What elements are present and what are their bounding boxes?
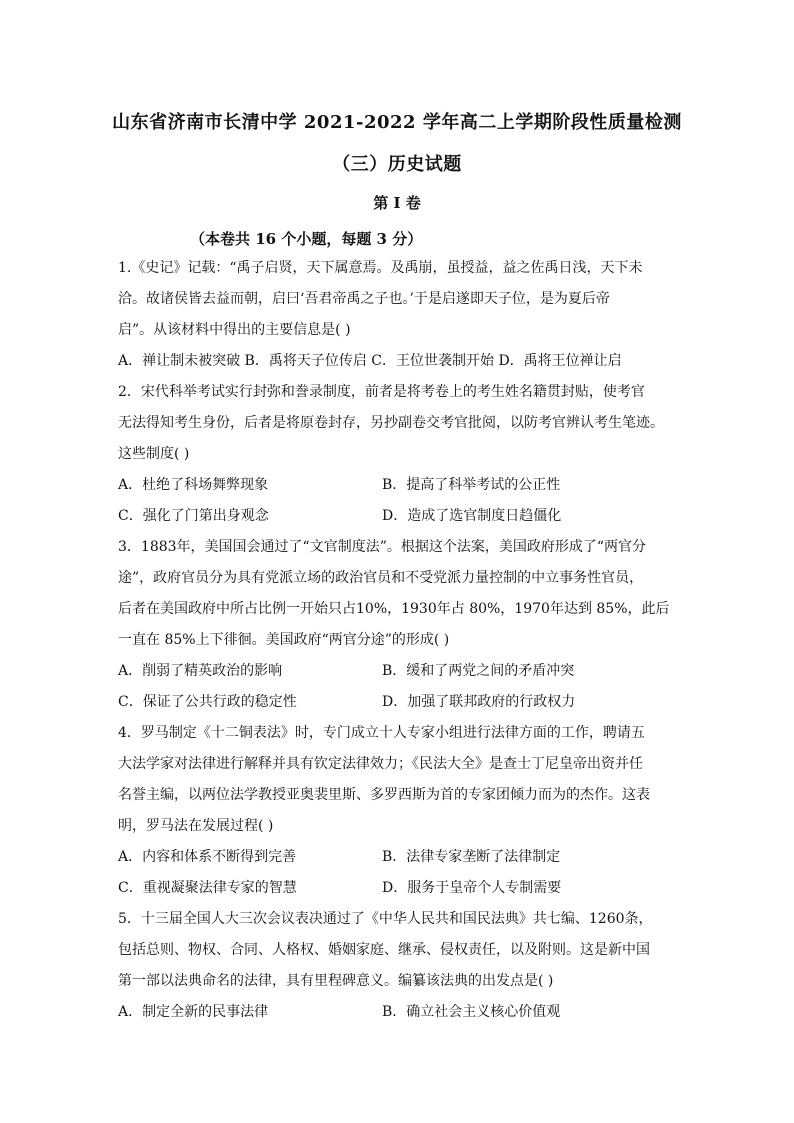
- question-2: [118, 377, 678, 532]
- option-a: A．制定全新的民事法律: [118, 1004, 269, 1020]
- options-row: [118, 687, 678, 718]
- option-d: D．加强了联邦政府的行政权力: [382, 694, 576, 710]
- question-text-line: 4．罗马制定《十二铜表法》时，专门成立十人专家小组进行法律方面的工作，聘请五: [118, 725, 645, 741]
- option-d: D．服务于皇帝个人专制需要: [382, 880, 562, 896]
- options-row: [118, 656, 678, 687]
- question-text-line: 5．十三届全国人大三次会议表决通过了《中华人民共和国民法典》共七编、1260条，: [118, 911, 653, 927]
- question-text-line: 明，罗马法在发展过程( ): [118, 818, 274, 834]
- question-text-line: 2．宋代科举考试实行封弥和誊录制度，前者是将考卷上的考生姓名籍贯封贴，使考官: [118, 384, 645, 400]
- exam-title-line1: 山东省济南市长清中学 2021-2022 学年高二上学期阶段性质量检测: [112, 112, 682, 133]
- question-1: [118, 253, 678, 377]
- question-3: [118, 532, 678, 718]
- option-a: A．内容和体系不断得到完善: [118, 849, 297, 865]
- option-c: C．重视凝聚法律专家的智慧: [118, 880, 297, 896]
- question-options-line: A．禅让制未被突破 B．禹将天子位传启 C．王位世袭制开始 D．禹将王位禅让启: [118, 353, 622, 369]
- question-4: [118, 718, 678, 904]
- question-text-line: 后者在美国政府中所占比例一开始只占10%，1930年占 80%，1970年达到 85%，此后: [118, 601, 670, 617]
- option-c: C．保证了公共行政的稳定性: [118, 694, 297, 710]
- option-b: B．法律专家垄断了法律制定: [382, 849, 561, 865]
- section-intro: （本卷共 16 个小题，每题 3 分）: [190, 230, 423, 248]
- options-row: [118, 501, 678, 532]
- option-b: B．缓和了两党之间的矛盾冲突: [382, 663, 575, 679]
- options-row: [118, 873, 678, 904]
- options-row: [118, 997, 678, 1028]
- question-text-line: 1.《史记》记载：“禹子启贤，天下属意焉。及禹崩，虽授益，益之佐禹日浅，天下未: [118, 260, 643, 276]
- option-b: B．确立社会主义核心价值观: [382, 1004, 561, 1020]
- exam-title-line2: （三）历史试题: [332, 154, 462, 175]
- option-a: A．削弱了精英政治的影响: [118, 663, 283, 679]
- question-text-line: 途”，政府官员分为具有党派立场的政治官员和不受党派力量控制的中立事务性官员，: [118, 570, 644, 586]
- question-text-line: 包括总则、物权、合同、人格权、婚姻家庭、继承、侵权责任，以及附则。这是新中国: [118, 942, 650, 958]
- options-row: [118, 842, 678, 873]
- section-heading: 第 I 卷: [373, 194, 421, 212]
- option-a: A．杜绝了科场舞弊现象: [118, 477, 269, 493]
- question-text-line: 3．1883年，美国国会通过了“文官制度法”。根据这个法案，美国政府形成了“两官分: [118, 539, 647, 555]
- question-text-line: 一直在 85%上下徘徊。美国政府“两官分途”的形成( ): [118, 632, 450, 648]
- option-c: C．强化了门第出身观念: [118, 508, 269, 524]
- questions-body: [118, 253, 678, 1028]
- question-text-line: 名誉主编，以两位法学教授亚奥裴里斯、多罗西斯为首的专家团倾力而为的杰作。这表: [118, 787, 650, 803]
- question-text-line: 无法得知考生身份，后者是将原卷封存，另抄副卷交考官批阅，以防考官辨认考生笔迹。: [118, 415, 664, 431]
- question-text-line: 这些制度( ): [118, 446, 190, 462]
- question-5: [118, 904, 678, 1028]
- option-b: B．提高了科举考试的公正性: [382, 477, 561, 493]
- question-text-line: 启”。从该材料中得出的主要信息是( ): [118, 322, 351, 338]
- question-text-line: 大法学家对法律进行解释并具有钦定法律效力；《民法大全》是查士丁尼皇帝出资并任: [118, 756, 643, 772]
- question-text-line: 第一部以法典命名的法律，具有里程碑意义。编纂该法典的出发点是( ): [118, 973, 554, 989]
- option-d: D．造成了选官制度日趋僵化: [382, 508, 562, 524]
- question-text-line: 洽。故诸侯皆去益而朝，启曰‘吾君帝禹之子也。’于是启遂即天子位，是为夏后帝: [118, 291, 610, 307]
- options-row: [118, 470, 678, 501]
